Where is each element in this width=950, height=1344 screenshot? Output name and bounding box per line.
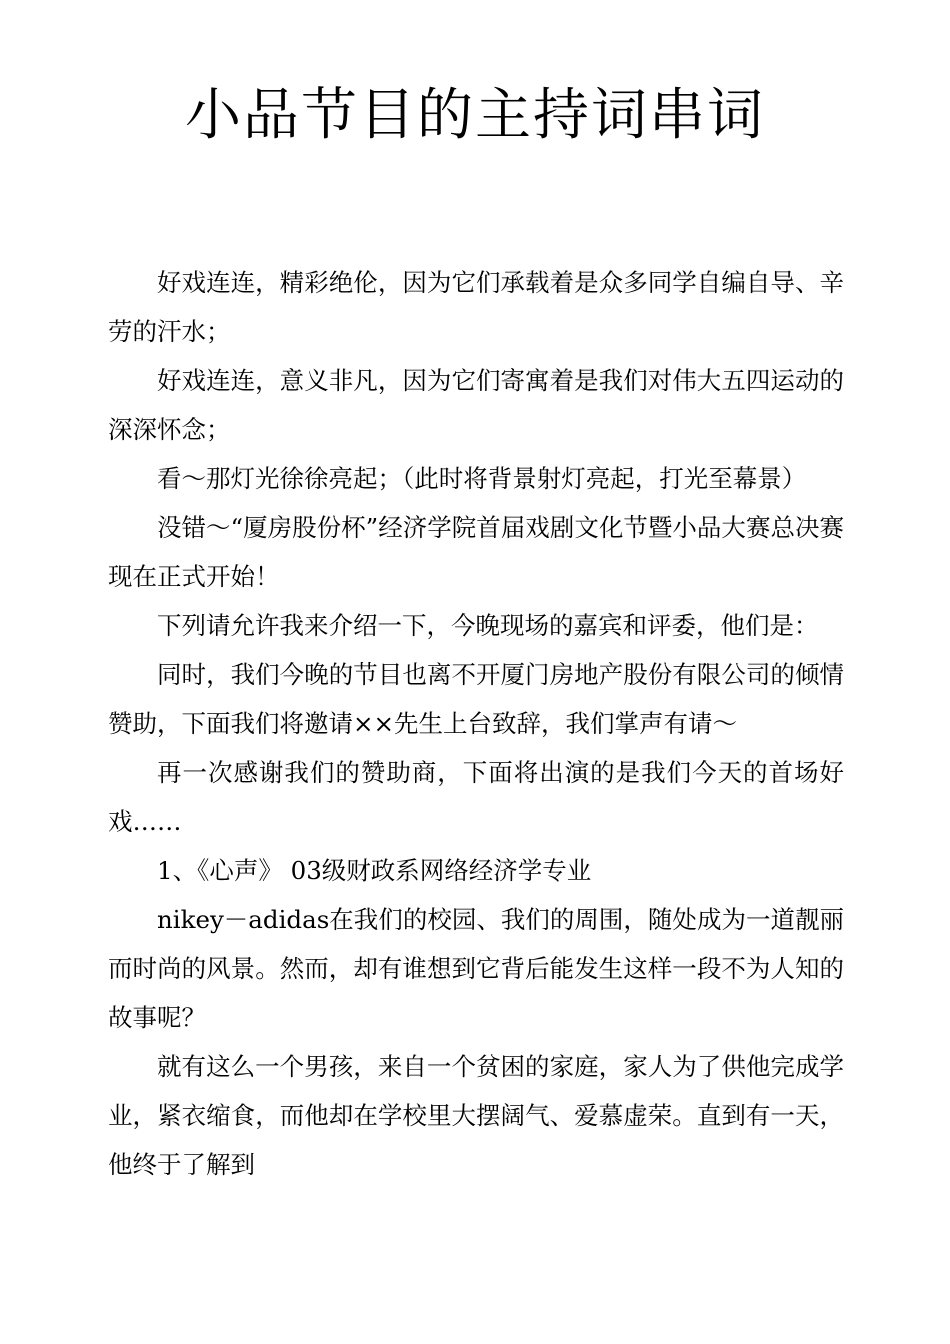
paragraph-3: 看～那灯光徐徐亮起；（此时将背景射灯亮起，打光至幕景） <box>157 464 807 493</box>
paragraph-5: 下列请允许我来介绍一下，今晚现场的嘉宾和评委，他们是： <box>157 611 819 640</box>
paragraph-10: 就有这么一个男孩，来自一个贫困的家庭，家人为了供他完成学业，紧衣缩食，而他却在学校里大摆阔气、爱慕虚荣。直到有一天，他终于了解到 <box>108 1052 844 1179</box>
paragraph-9: nikey－adidas在我们的校园、我们的周围，随处成为一道靓丽而时尚的风景。然而，却有谁想到它背后能发生这样一段不为人知的故事呢？ <box>108 905 844 1032</box>
document-body <box>108 258 844 1189</box>
program-item-1: 1、《心声》 03级财政系网络经济学专业 <box>157 856 592 885</box>
paragraph-4: 没错～“厦房股份杯”经济学院首届戏剧文化节暨小品大赛总决赛现在正式开始！ <box>108 513 844 591</box>
paragraph-1: 好戏连连，精彩绝伦，因为它们承载着是众多同学自编自导、辛劳的汗水； <box>108 268 844 346</box>
paragraph-6: 同时，我们今晚的节目也离不开厦门房地产股份有限公司的倾情赞助，下面我们将邀请××先生上台致辞，我们掌声有请～ <box>108 660 844 738</box>
paragraph-7: 再一次感谢我们的赞助商，下面将出演的是我们今天的首场好戏…… <box>108 758 844 836</box>
document-title: 小品节目的主持词串词 <box>185 83 765 148</box>
paragraph-2: 好戏连连，意义非凡，因为它们寄寓着是我们对伟大五四运动的深深怀念； <box>108 366 844 444</box>
